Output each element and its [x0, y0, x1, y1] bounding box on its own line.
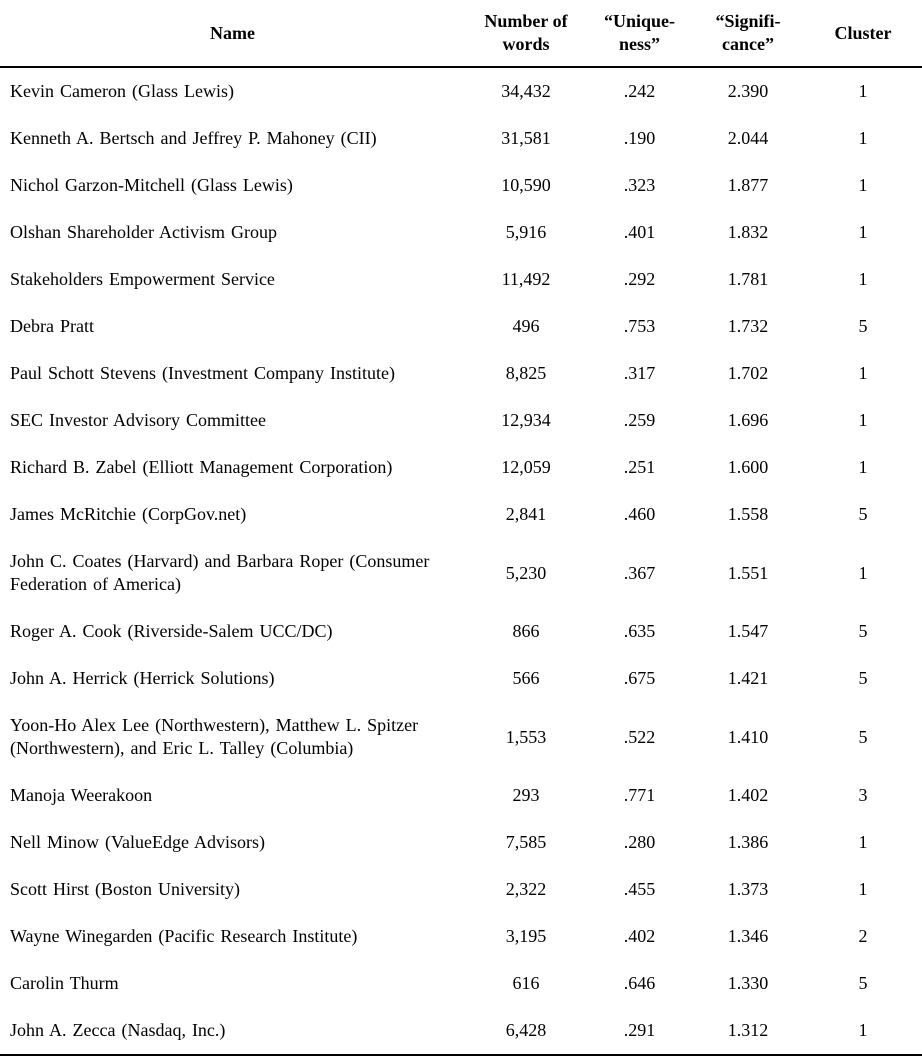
significance-cell: 2.390 [727, 81, 769, 101]
name-cell: Paul Schott Stevens (Investment Company Institute) [10, 363, 395, 383]
name-cell: John C. Coates (Harvard) and Barbara Roper (Consumer Federation of America) [10, 551, 430, 594]
column-header-cluster [804, 0, 922, 67]
column-header-line: Number of [484, 11, 568, 31]
words-cell: 34,432 [501, 81, 551, 101]
words-cell: 31,581 [501, 128, 551, 148]
uniqueness-cell: .401 [623, 222, 656, 242]
table-row [0, 772, 922, 819]
cluster-cell: 1 [858, 410, 868, 430]
significance-cell: 1.600 [727, 457, 769, 477]
column-header-name [0, 0, 465, 67]
uniqueness-cell: .242 [623, 81, 656, 101]
words-cell: 6,428 [505, 1020, 547, 1040]
uniqueness-cell: .675 [623, 668, 656, 688]
name-cell: James McRitchie (CorpGov.net) [10, 504, 247, 524]
column-header-line: ness” [618, 34, 660, 54]
table-row [0, 303, 922, 350]
significance-cell: 1.330 [727, 973, 769, 993]
cluster-cell: 1 [858, 562, 868, 583]
cluster-cell: 5 [858, 668, 868, 688]
table-row [0, 444, 922, 491]
significance-cell: 1.386 [727, 832, 769, 852]
column-header-line: Cluster [834, 22, 892, 43]
column-header-significance [692, 0, 804, 67]
name-cell: Nichol Garzon-Mitchell (Glass Lewis) [10, 175, 293, 195]
uniqueness-cell: .259 [623, 410, 656, 430]
words-cell: 10,590 [501, 175, 551, 195]
name-cell: Manoja Weerakoon [10, 785, 153, 805]
table-row [0, 397, 922, 444]
uniqueness-cell: .280 [623, 832, 656, 852]
column-header-line: “Signifi- [715, 11, 781, 31]
cluster-cell: 2 [858, 926, 868, 946]
uniqueness-cell: .522 [623, 726, 656, 747]
cluster-cell: 1 [858, 832, 868, 852]
words-cell: 5,916 [505, 222, 547, 242]
table-row [0, 209, 922, 256]
significance-cell: 1.702 [727, 363, 769, 383]
cluster-cell: 5 [858, 621, 868, 641]
table-row [0, 608, 922, 655]
significance-cell: 1.781 [727, 269, 769, 289]
significance-cell: 1.696 [727, 410, 769, 430]
table-header-row [0, 0, 922, 67]
table-body [0, 67, 922, 1055]
name-cell: Scott Hirst (Boston University) [10, 879, 240, 899]
column-header-line: “Unique- [603, 11, 675, 31]
table-row [0, 702, 922, 772]
uniqueness-cell: .323 [623, 175, 656, 195]
cluster-cell: 1 [858, 269, 868, 289]
words-cell: 496 [512, 316, 540, 336]
words-cell: 616 [512, 973, 540, 993]
significance-cell: 1.346 [727, 926, 769, 946]
table-row [0, 491, 922, 538]
cluster-cell: 1 [858, 457, 868, 477]
uniqueness-cell: .367 [623, 562, 656, 583]
significance-cell: 1.732 [727, 316, 769, 336]
name-cell: Carolin Thurm [10, 973, 119, 993]
words-cell: 566 [512, 668, 540, 688]
name-cell: John A. Herrick (Herrick Solutions) [10, 668, 275, 688]
name-cell: SEC Investor Advisory Committee [10, 410, 266, 430]
cluster-cell: 1 [858, 222, 868, 242]
name-cell: Roger A. Cook (Riverside-Salem UCC/DC) [10, 621, 333, 641]
cluster-cell: 5 [858, 316, 868, 336]
cluster-cell: 3 [858, 785, 868, 805]
words-cell: 293 [512, 785, 540, 805]
words-cell: 2,841 [505, 504, 547, 524]
table-row [0, 1007, 922, 1055]
name-cell: Nell Minow (ValueEdge Advisors) [10, 832, 265, 852]
name-cell: Yoon-Ho Alex Lee (Northwestern), Matthew L. Spitzer (Northwestern), and Eric L. Talley (Columbia) [10, 715, 419, 758]
significance-cell: 1.877 [727, 175, 769, 195]
column-header-line: cance” [722, 34, 774, 54]
words-cell: 12,059 [501, 457, 551, 477]
significance-cell: 1.551 [727, 562, 769, 583]
name-cell: Debra Pratt [10, 316, 94, 336]
significance-cell: 2.044 [727, 128, 769, 148]
significance-cell: 1.421 [727, 668, 769, 688]
column-header-uniqueness [587, 0, 692, 67]
words-cell: 3,195 [505, 926, 547, 946]
table-row [0, 819, 922, 866]
uniqueness-cell: .753 [623, 316, 656, 336]
words-cell: 11,492 [501, 269, 551, 289]
name-cell: Stakeholders Empowerment Service [10, 269, 275, 289]
table-row [0, 256, 922, 303]
words-cell: 12,934 [501, 410, 551, 430]
table-row [0, 655, 922, 702]
table-row [0, 115, 922, 162]
significance-cell: 1.373 [727, 879, 769, 899]
table-header [0, 0, 922, 67]
name-cell: John A. Zecca (Nasdaq, Inc.) [10, 1020, 226, 1040]
uniqueness-cell: .251 [623, 457, 656, 477]
uniqueness-cell: .646 [623, 973, 656, 993]
name-cell: Kenneth A. Bertsch and Jeffrey P. Mahoney (CII) [10, 128, 377, 148]
significance-cell: 1.402 [727, 785, 769, 805]
cluster-cell: 1 [858, 1020, 868, 1040]
table-row [0, 67, 922, 115]
words-cell: 2,322 [505, 879, 547, 899]
cluster-cell: 5 [858, 504, 868, 524]
column-header-words [465, 0, 587, 67]
uniqueness-cell: .317 [623, 363, 656, 383]
column-header-line: Name [210, 22, 255, 43]
uniqueness-cell: .291 [623, 1020, 656, 1040]
cluster-cell: 1 [858, 363, 868, 383]
uniqueness-cell: .460 [623, 504, 656, 524]
uniqueness-cell: .455 [623, 879, 656, 899]
cluster-cell: 1 [858, 879, 868, 899]
table-row [0, 866, 922, 913]
significance-cell: 1.558 [727, 504, 769, 524]
uniqueness-cell: .771 [623, 785, 656, 805]
significance-cell: 1.832 [727, 222, 769, 242]
words-cell: 7,585 [505, 832, 547, 852]
cluster-cell: 1 [858, 128, 868, 148]
table-row [0, 162, 922, 209]
words-cell: 8,825 [505, 363, 547, 383]
words-cell: 5,230 [505, 562, 547, 583]
significance-cell: 1.547 [727, 621, 769, 641]
table-row [0, 538, 922, 608]
uniqueness-cell: .402 [623, 926, 656, 946]
name-cell: Kevin Cameron (Glass Lewis) [10, 81, 234, 101]
table-row [0, 913, 922, 960]
uniqueness-cell: .635 [623, 621, 656, 641]
name-cell: Wayne Winegarden (Pacific Research Institute) [10, 926, 358, 946]
uniqueness-cell: .292 [623, 269, 656, 289]
table-row [0, 350, 922, 397]
significance-cell: 1.312 [727, 1020, 769, 1040]
words-cell: 1,553 [505, 726, 547, 747]
words-cell: 866 [512, 621, 540, 641]
table-row [0, 960, 922, 1007]
name-cell: Richard B. Zabel (Elliott Management Corporation) [10, 457, 393, 477]
cluster-cell: 1 [858, 81, 868, 101]
cluster-cell: 1 [858, 175, 868, 195]
cluster-cell: 5 [858, 726, 868, 747]
significance-cell: 1.410 [727, 726, 769, 747]
cluster-cell: 5 [858, 973, 868, 993]
uniqueness-cell: .190 [623, 128, 656, 148]
name-cell: Olshan Shareholder Activism Group [10, 222, 277, 242]
column-header-line: words [502, 34, 550, 54]
